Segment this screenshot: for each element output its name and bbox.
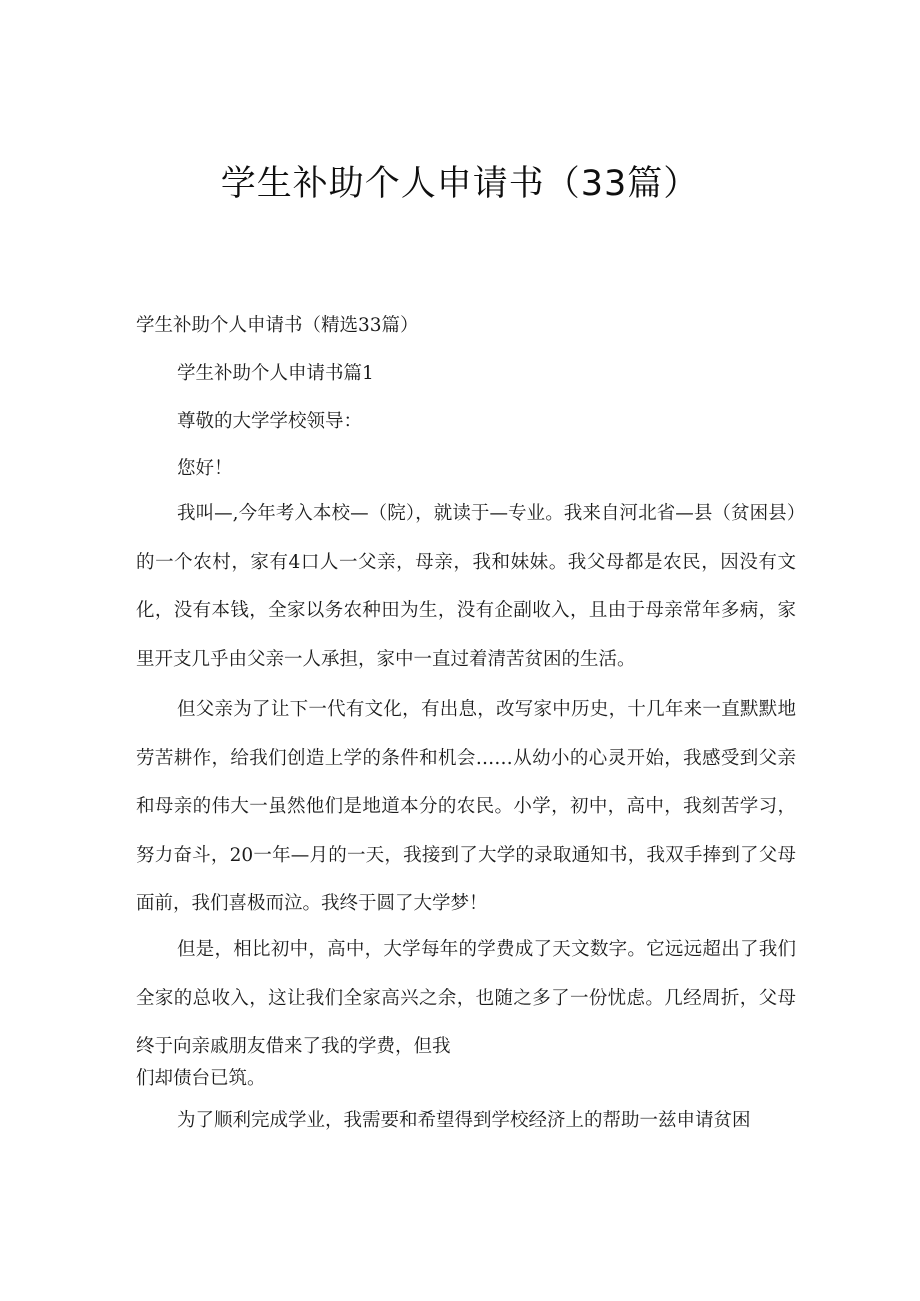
body-paragraph-2: 但父亲为了让下一代有文化，有出息，改写家中历史，十几年来一直默默地劳苦耕作，给我们创造上学的条件和机会……从幼小的心灵开始，我感受到父亲和母亲的伟大一虽然他们是地道本分的农民。小学，初中，高中，我刻苦学习，努力奋斗，20一年—月的一天，我接到了大学的录取通知书，我双手捧到了父母面前，我们喜极而泣。我终于圆了大学梦！: [136, 699, 796, 914]
salutation: 尊敬的大学学校领导：: [177, 411, 363, 432]
body-paragraph-1: 我叫—,今年考入本校—（院），就读于—专业。我来自河北省—县（贫困县）的一个农村，家有4口人一父亲，母亲，我和妹妹。我父母都是农民，因没有文化，没有本钱，全家以务农种田为生，没有企副收入，且由于母亲常年多病，家里开支几乎由父亲一人承担，家中一直过着清苦贫困的生活。: [136, 503, 796, 670]
document-subtitle: 学生补助个人申请书（精选33篇）: [136, 315, 419, 336]
body-paragraph-3: 但是，相比初中，高中，大学每年的学费成了天文数字。它远远超出了我们全家的总收入，这让我们全家高兴之余，也随之多了一份忧虑。几经周折，父母终于向亲戚朋友借来了我的学费，但我: [136, 939, 796, 1057]
section-heading: 学生补助个人申请书篇1: [177, 363, 374, 384]
greeting: 您好！: [177, 458, 233, 479]
body-paragraph-4-start: 为了顺利完成学业，我需要和希望得到学校经济上的帮助一兹申请贫困: [177, 1110, 751, 1131]
document-title: 学生补助个人申请书（33篇）: [220, 164, 700, 204]
body-paragraph-3-continuation: 们却债台已筑。: [136, 1068, 266, 1089]
